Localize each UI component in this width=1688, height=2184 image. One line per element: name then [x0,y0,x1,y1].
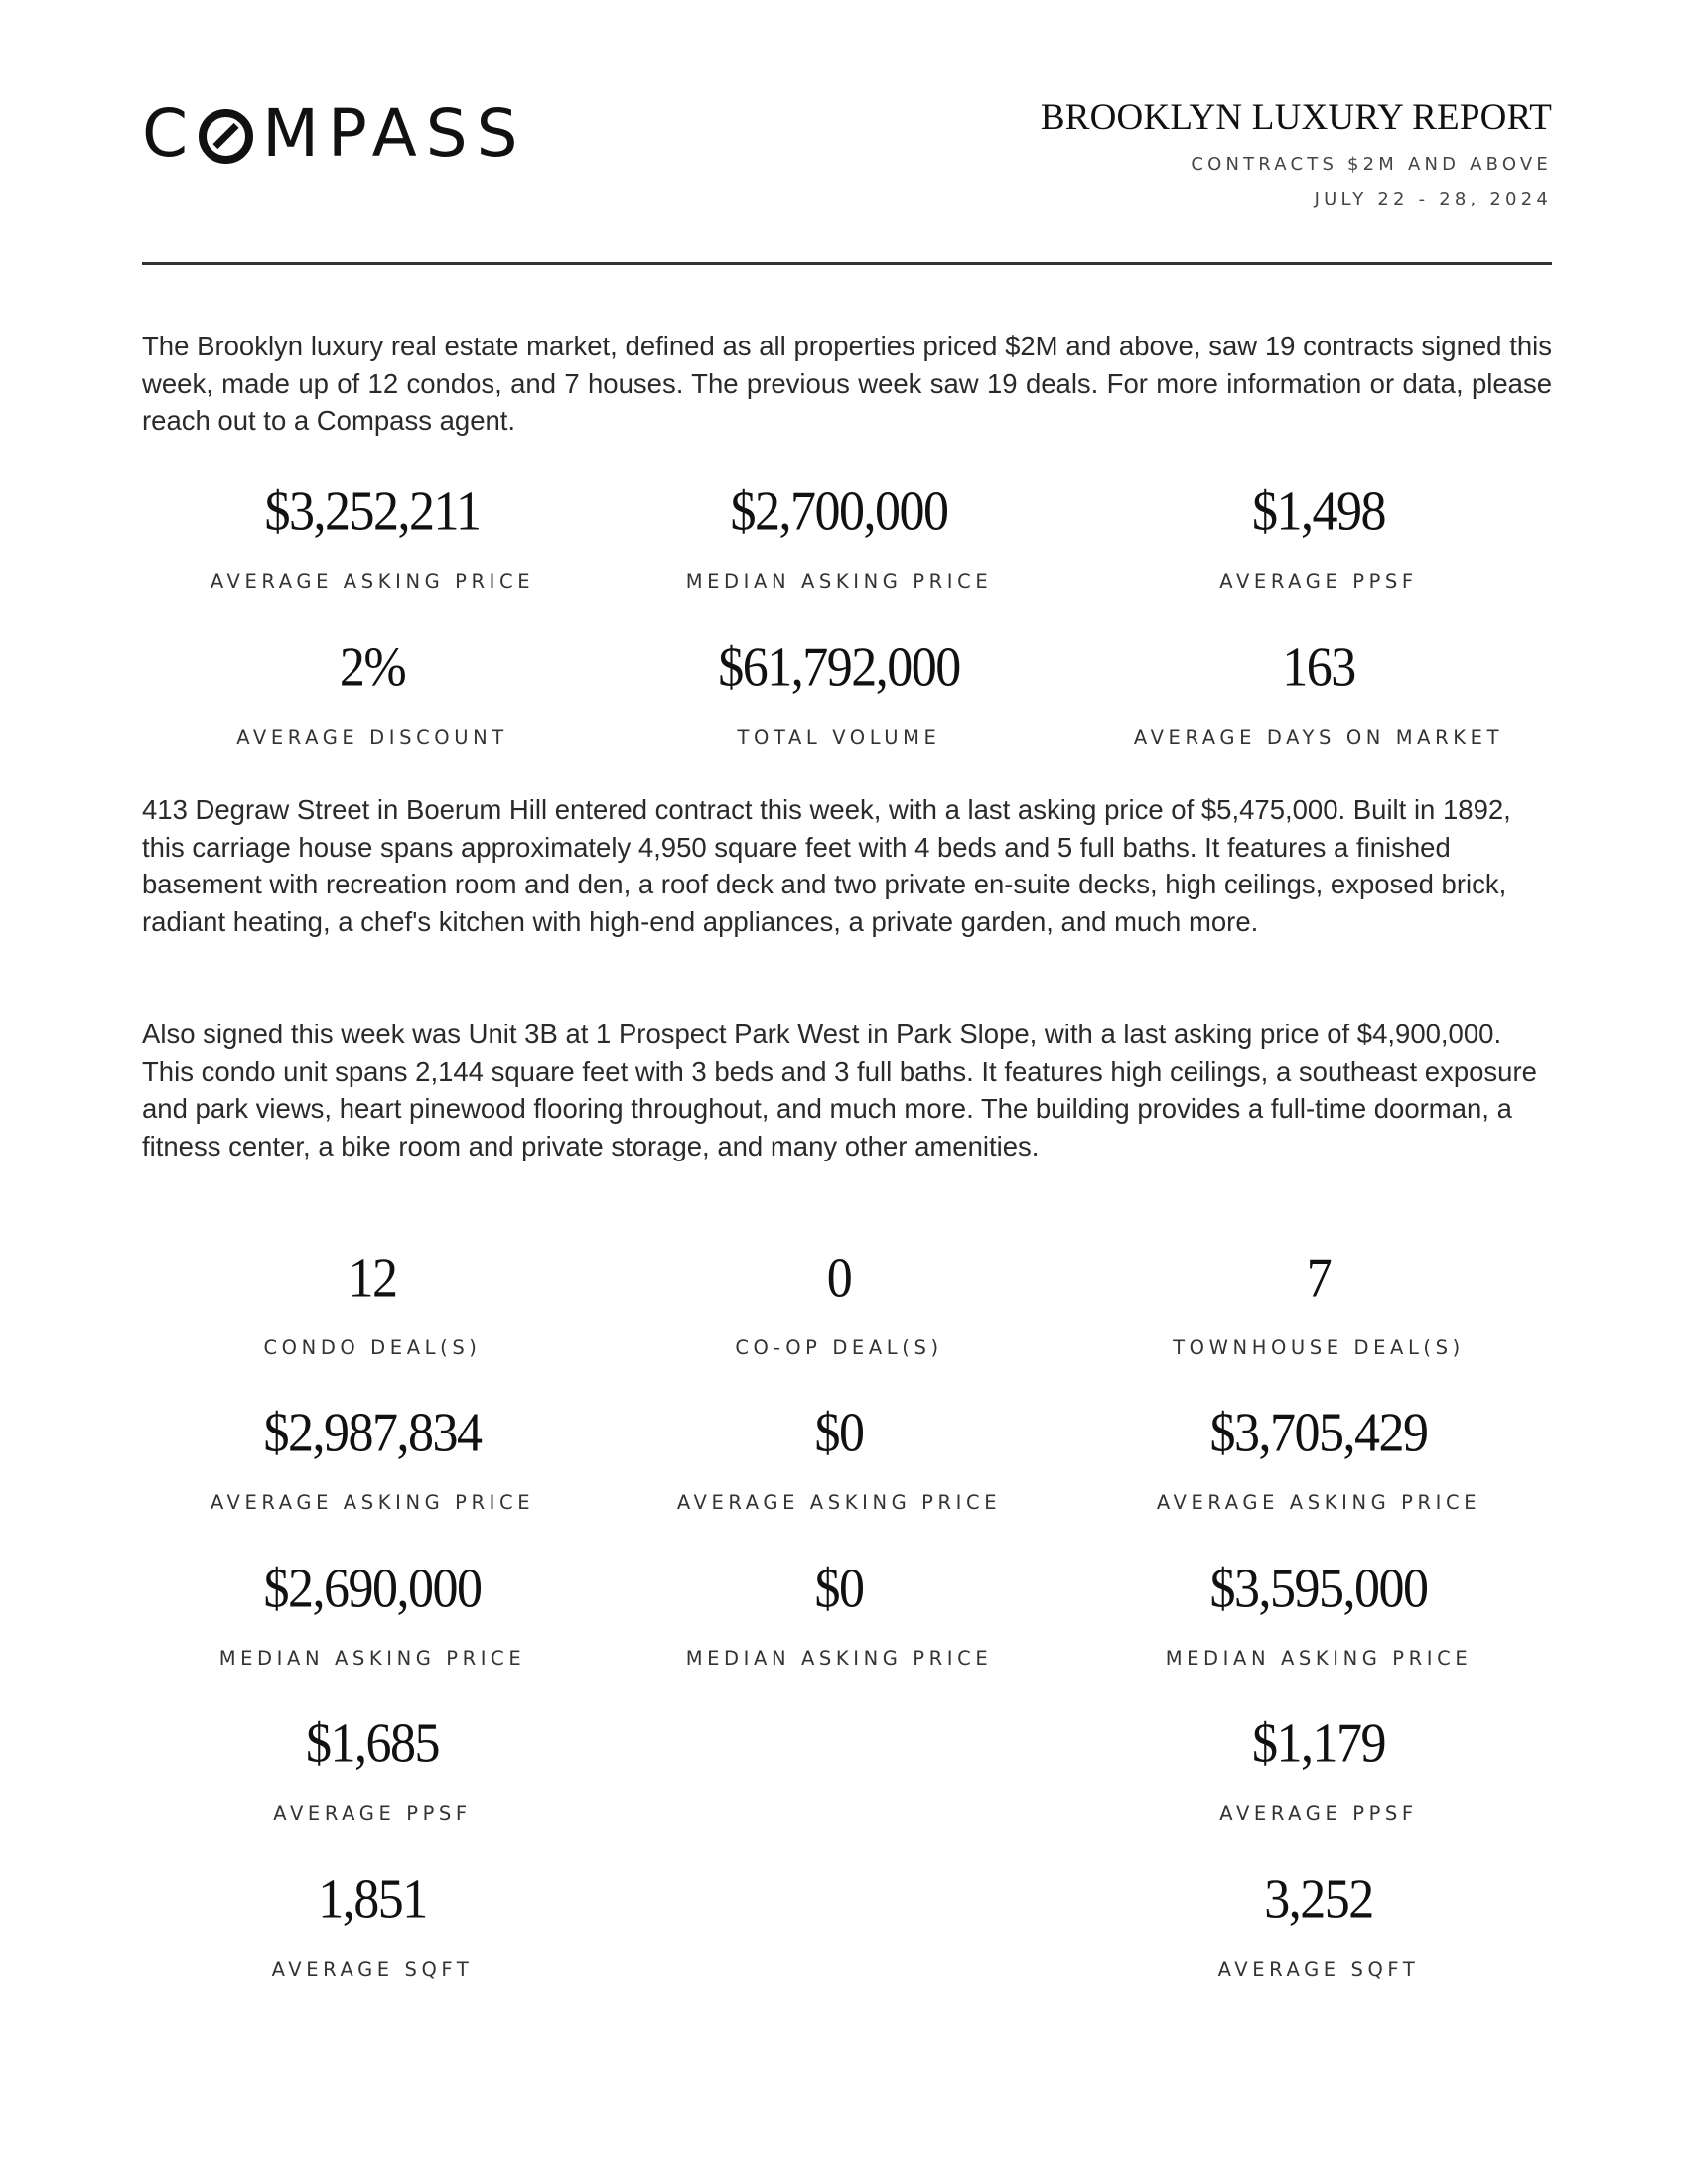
townhouse-average-ppsf [1080,1712,1557,1825]
stat-label: MEDIAN ASKING PRICE [218,1647,526,1670]
stat-label: AVERAGE DAYS ON MARKET [1133,726,1504,749]
townhouse-average-sqft [1080,1868,1557,1980]
stat-median-asking-price [601,480,1077,593]
stat-label: AVERAGE ASKING PRICE [210,1491,535,1514]
compass-logo [142,95,527,172]
coop-deals [601,1247,1077,1359]
stat-label: AVERAGE PPSF [273,1802,472,1825]
stat-value: $61,792,000 [718,636,960,699]
townhouse-deals [1080,1247,1557,1359]
stat-value: $3,252,211 [264,480,481,543]
logo-letters-mpass: MPASS [262,95,527,172]
stat-value: 3,252 [1264,1868,1373,1931]
stat-value: 12 [348,1247,397,1309]
stat-label: TOWNHOUSE DEAL(S) [1173,1336,1465,1359]
stat-value: $1,179 [1252,1712,1385,1775]
stat-label: AVERAGE ASKING PRICE [210,570,535,593]
stat-label: AVERAGE PPSF [1219,1802,1418,1825]
stat-value: $2,690,000 [263,1558,482,1620]
stat-value: 163 [1282,636,1355,699]
townhouse-median-asking-price [1080,1558,1557,1670]
title-block [1041,99,1552,209]
compass-o-icon [199,109,253,164]
stat-label: AVERAGE ASKING PRICE [1156,1491,1481,1514]
header-divider [142,262,1552,265]
stat-average-ppsf [1080,480,1557,593]
condo-median-asking-price [134,1558,611,1670]
stat-label: MEDIAN ASKING PRICE [1165,1647,1473,1670]
condo-deals [134,1247,611,1359]
stat-label: MEDIAN ASKING PRICE [685,1647,993,1670]
featured-listing-paragraph: 413 Degraw Street in Boerum Hill entered contract this week, with a last asking price of $5,475,000. Built in 1892, this carriage house spans approximately 4,950 square feet with 4 beds and 5 full baths. It features a finished basement with recreation room and den, a roof deck and two private en-suite decks, high ceilings, exposed brick, radiant heating, a chef's kitchen with high-end appliances, a private garden, and much more. [142,794,1511,937]
report-header [142,60,1552,263]
stat-value: $1,498 [1252,480,1385,543]
stat-label: AVERAGE PPSF [1219,570,1418,593]
stat-average-discount [134,636,611,749]
report-title: BROOKLYN LUXURY REPORT [1040,97,1552,138]
stat-label: AVERAGE DISCOUNT [236,726,508,749]
stat-label: CO-OP DEAL(S) [735,1336,943,1359]
stat-average-asking-price [134,480,611,593]
stat-value: $2,700,000 [730,480,948,543]
coop-median-asking-price [601,1558,1077,1670]
stat-label: AVERAGE SQFT [1217,1958,1420,1980]
condo-average-asking-price [134,1402,611,1514]
townhouse-average-asking-price [1080,1402,1557,1514]
stat-total-volume [601,636,1077,749]
stat-value: 0 [826,1247,852,1309]
intro-paragraph: The Brooklyn luxury real estate market, defined as all properties priced $2M and above, saw 19 contracts signed this week, made up of 12 condos, and 7 houses. The previous week saw 19 deals. For more information or data, please reach out to a Compass agent. [142,331,1552,436]
stat-value: 7 [1306,1247,1332,1309]
stat-label: CONDO DEAL(S) [263,1336,482,1359]
coop-average-asking-price [601,1402,1077,1514]
stat-value: $3,705,429 [1209,1402,1428,1464]
report-date-range: JULY 22 - 28, 2024 [1314,189,1552,209]
stat-label: MEDIAN ASKING PRICE [685,570,993,593]
second-listing-paragraph: Also signed this week was Unit 3B at 1 Prospect Park West in Park Slope, with a last asking price of $4,900,000. This condo unit spans 2,144 square feet with 3 beds and 3 full baths. It features high ceilings, a southeast exposure and park views, heart pinewood flooring throughout, and much more. The building provides a full-time doorman, a fitness center, a bike room and private storage, and many other amenities. [142,1019,1537,1161]
stat-label: TOTAL VOLUME [737,726,941,749]
stat-label: AVERAGE SQFT [271,1958,474,1980]
stat-value: $0 [814,1402,864,1464]
stat-value: 2% [339,636,406,699]
condo-average-sqft [134,1868,611,1980]
stat-value: $2,987,834 [263,1402,482,1464]
stat-value: $0 [814,1558,864,1620]
stat-average-days-on-market [1080,636,1557,749]
stat-value: $1,685 [306,1712,439,1775]
logo-letter-c: C [142,95,198,172]
condo-average-ppsf [134,1712,611,1825]
stat-label: AVERAGE ASKING PRICE [676,1491,1002,1514]
stat-value: 1,851 [318,1868,427,1931]
report-subtitle: CONTRACTS $2M AND ABOVE [1191,154,1552,175]
stat-value: $3,595,000 [1209,1558,1428,1620]
